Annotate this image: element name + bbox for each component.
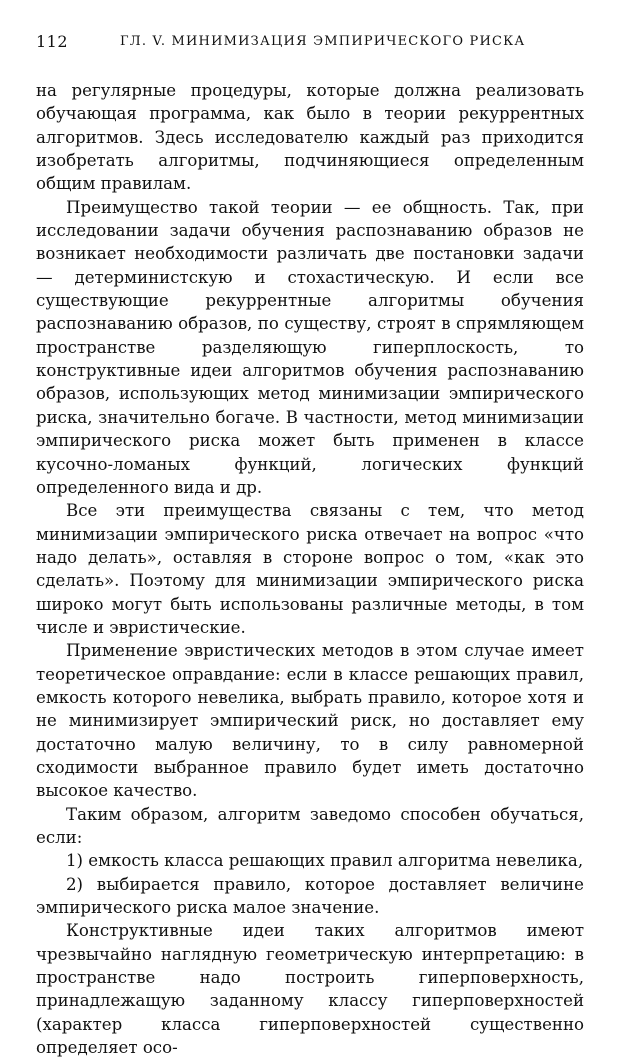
list-item-capacity: 1) емкость класса решающих правил алгоритма невелика, bbox=[66, 851, 584, 871]
text-body bbox=[36, 79, 584, 1059]
paragraph-continuation: на регулярные процедуры, которые должна реализовать обучающая программа, как было в теории рекуррентных алгоритмов. Здесь исследователю каждый раз приходится изобретать алгоритмы, подчиняющиеся определенным общим правилам. bbox=[36, 81, 584, 194]
running-head bbox=[36, 32, 584, 56]
paragraph-conditions-intro: Таким образом, алгоритм заведомо способен обучаться, если: bbox=[36, 804, 584, 847]
paragraph-geometric-interpretation: Конструктивные идеи таких алгоритмов имеют чрезвычайно наглядную геометрическую интерпретацию: в пространстве надо построить гиперповерхность, принадлежащую заданному классу гиперповерхностей (характер класса гиперповерхностей существенно определяет осо- bbox=[36, 921, 584, 1058]
list-item-rule-selection: 2) выбирается правило, которое доставляет величине эмпирического риска малое значение. bbox=[36, 874, 584, 918]
paragraph-heuristics: Применение эвристических методов в этом случае имеет теоретическое оправдание: если в классе решающих правил, емкость которого невелика, выбрать правило, которое хотя и не минимизирует эмпирический риск, но доставляет ему достаточно малую величину, то в силу равномерной сходимости выбранное правило будет иметь достаточно высокое качество. bbox=[36, 641, 584, 801]
chapter-title: ГЛ. V. МИНИМИЗАЦИЯ ЭМПИРИЧЕСКОГО РИСКА bbox=[120, 34, 526, 49]
page-number: 112 bbox=[36, 32, 69, 51]
paragraph-theory-advantage: Преимущество такой теории — ее общность. Так, при исследовании задачи обучения распознаванию образов не возникает необходимости различать две постановки задачи — детерминистскую и стохастическую. И если все существующие рекуррентные алгоритмы обучения распознаванию образов, по существу, строят в спрямляющем пространстве разделяющую гиперплоскость, то конструктивные идеи алгоритмов обучения распознаванию образов, использующих метод минимизации эмпирического риска, значительно богаче. В частности, метод минимизации эмпирического риска может быть применен в классе кусочно-ломаных функций, логических функций определенного вида и др. bbox=[36, 197, 584, 497]
paragraph-what-to-do: Все эти преимущества связаны с тем, что метод минимизации эмпирического риска отвечает на вопрос «что надо делать», оставляя в стороне вопрос о том, «как это сделать». Поэтому для минимизации эмпирического риска широко могут быть использованы различные методы, в том числе и эвристические. bbox=[36, 501, 584, 637]
